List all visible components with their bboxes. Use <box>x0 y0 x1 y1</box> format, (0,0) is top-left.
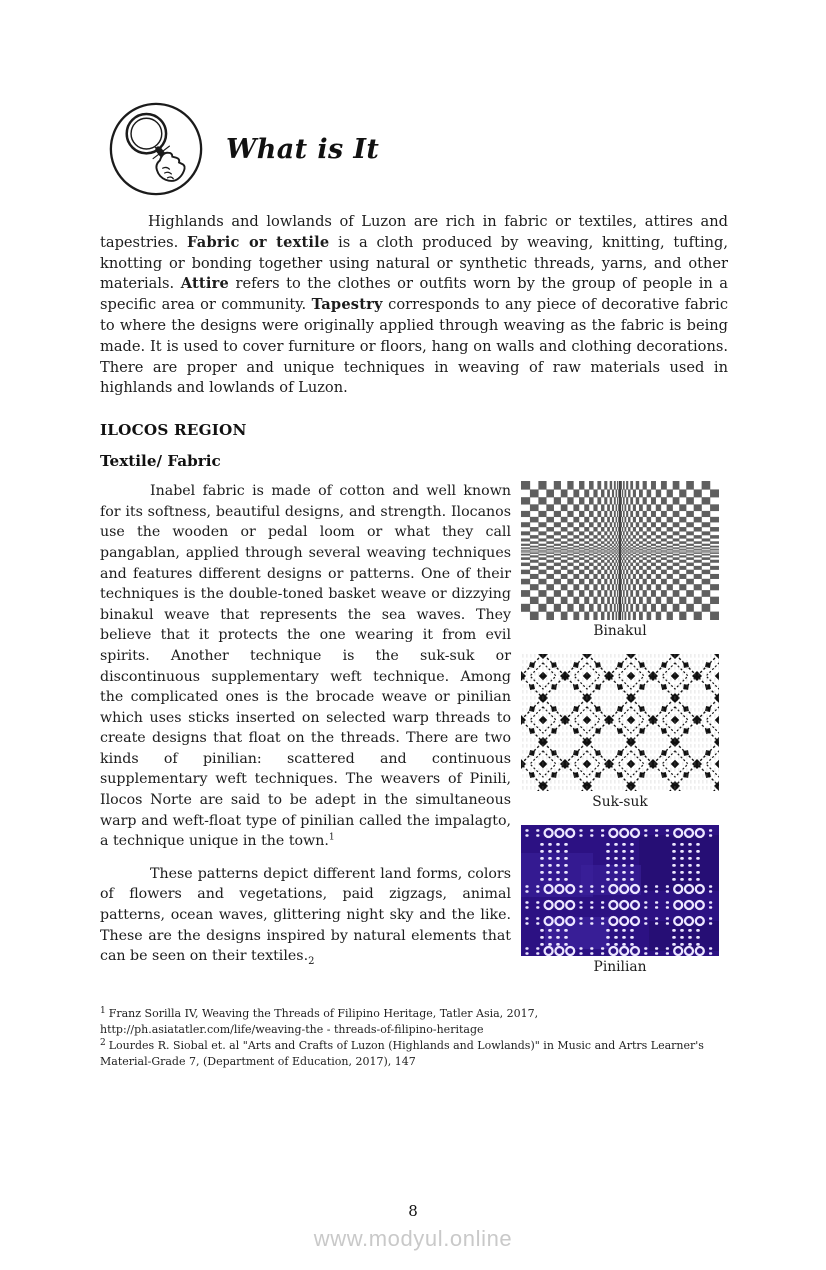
footnote-1 <box>100 1006 728 1037</box>
suk-suk-caption: Suk-suk <box>592 794 648 811</box>
patterns-paragraph: These patterns depict different land forms, colors of flowers and vegetations, paid zigzags, animal patterns, ocean waves, glittering night sky and the like. These are the designs inspired by natural elements that can be seen on their $textiles._2$ <box>100 865 511 968</box>
suk-suk-figure <box>521 654 719 810</box>
intro-paragraph: Highlands and lowlands of Luzon are rich in fabric or textiles, attires and tapestries. Fabric or textile is a cloth produced by weaving, knitting, tufting, knotting or bonding together using natural or synthetic threads, yarns, and other materials. Attire refers to the clothes or outfits worn by the group of people in a specific area or community. Tapestry corresponds to any piece of decorative fabric to where the designs were originally applied through weaving as the fabric is being made. It is used to cover furniture or floors, hang on walls and clothing decorations. There are proper and unique techniques in weaving of raw materials used in highlands and lowlands of Luzon. <box>100 213 728 397</box>
footnote-1-text: Franz Sorilla IV, Weaving the Threads of Filipino Heritage, Tatler Asia, 2017, http://ph.asiatatler.com/life/weaving-the - threads-of-filipino-heritage <box>100 1007 539 1036</box>
binakul-image <box>521 481 719 620</box>
binakul-caption: Binakul <box>593 623 647 640</box>
pinilian-caption: Pinilian <box>593 959 647 976</box>
page-number: 8 <box>408 1202 418 1220</box>
footnotes-section <box>100 1006 728 1069</box>
region-heading: ILOCOS REGION <box>100 421 247 440</box>
inabel-paragraph: Inabel fabric is made of cotton and well known for its softness, beautiful designs, and strength. Ilocanos use the wooden or pedal loom or what they call pangablan, applied through several weaving techniques and features different designs or patterns. One of their techniques is the double-toned basket weave or dizzying binakul weave that represents the sea waves. They believe that it protects the one wearing it from evil spirits. Another technique is the suk-suk or discontinuous supplementary weft technique. Among the complicated ones is the brocade weave or pinilian which uses sticks inserted on selected warp threads to create designs that float on the threads. There are two kinds of pinilian: scattered and continuous supplementary weft techniques. The weavers of Pinili, Ilocos Norte are said to be adept in the simultaneous warp and weft-float type of pinilian called the impalagto, a technique unique in the town.$^1$ <box>100 483 511 850</box>
textile-fabric-heading: Textile/ Fabric <box>100 452 221 471</box>
binakul-figure <box>521 481 719 639</box>
watermark: www.modyul.online <box>313 1226 513 1251</box>
suk-suk-image <box>521 654 719 791</box>
footnote-2-marker: 2 <box>100 1037 106 1048</box>
pinilian-figure <box>521 825 719 975</box>
two-column-section <box>100 481 728 990</box>
module-page <box>0 101 826 1270</box>
figures-column <box>521 481 719 990</box>
footnote-2 <box>100 1038 728 1069</box>
section-header <box>100 101 728 197</box>
pinilian-image <box>521 825 719 956</box>
page-title: What is It <box>226 133 380 165</box>
magnifier-hand-icon <box>108 101 204 197</box>
footnote-1-marker: 1 <box>100 1005 106 1016</box>
page-content <box>0 101 826 1069</box>
body-text-column <box>100 481 511 967</box>
footnote-2-text: Lourdes R. Siobal et. al "Arts and Crafts of Luzon (Highlands and Lowlands)" in Music and Artrs Learner's Material-Grade 7, (Department of Education, 2017), 147 <box>100 1039 704 1068</box>
